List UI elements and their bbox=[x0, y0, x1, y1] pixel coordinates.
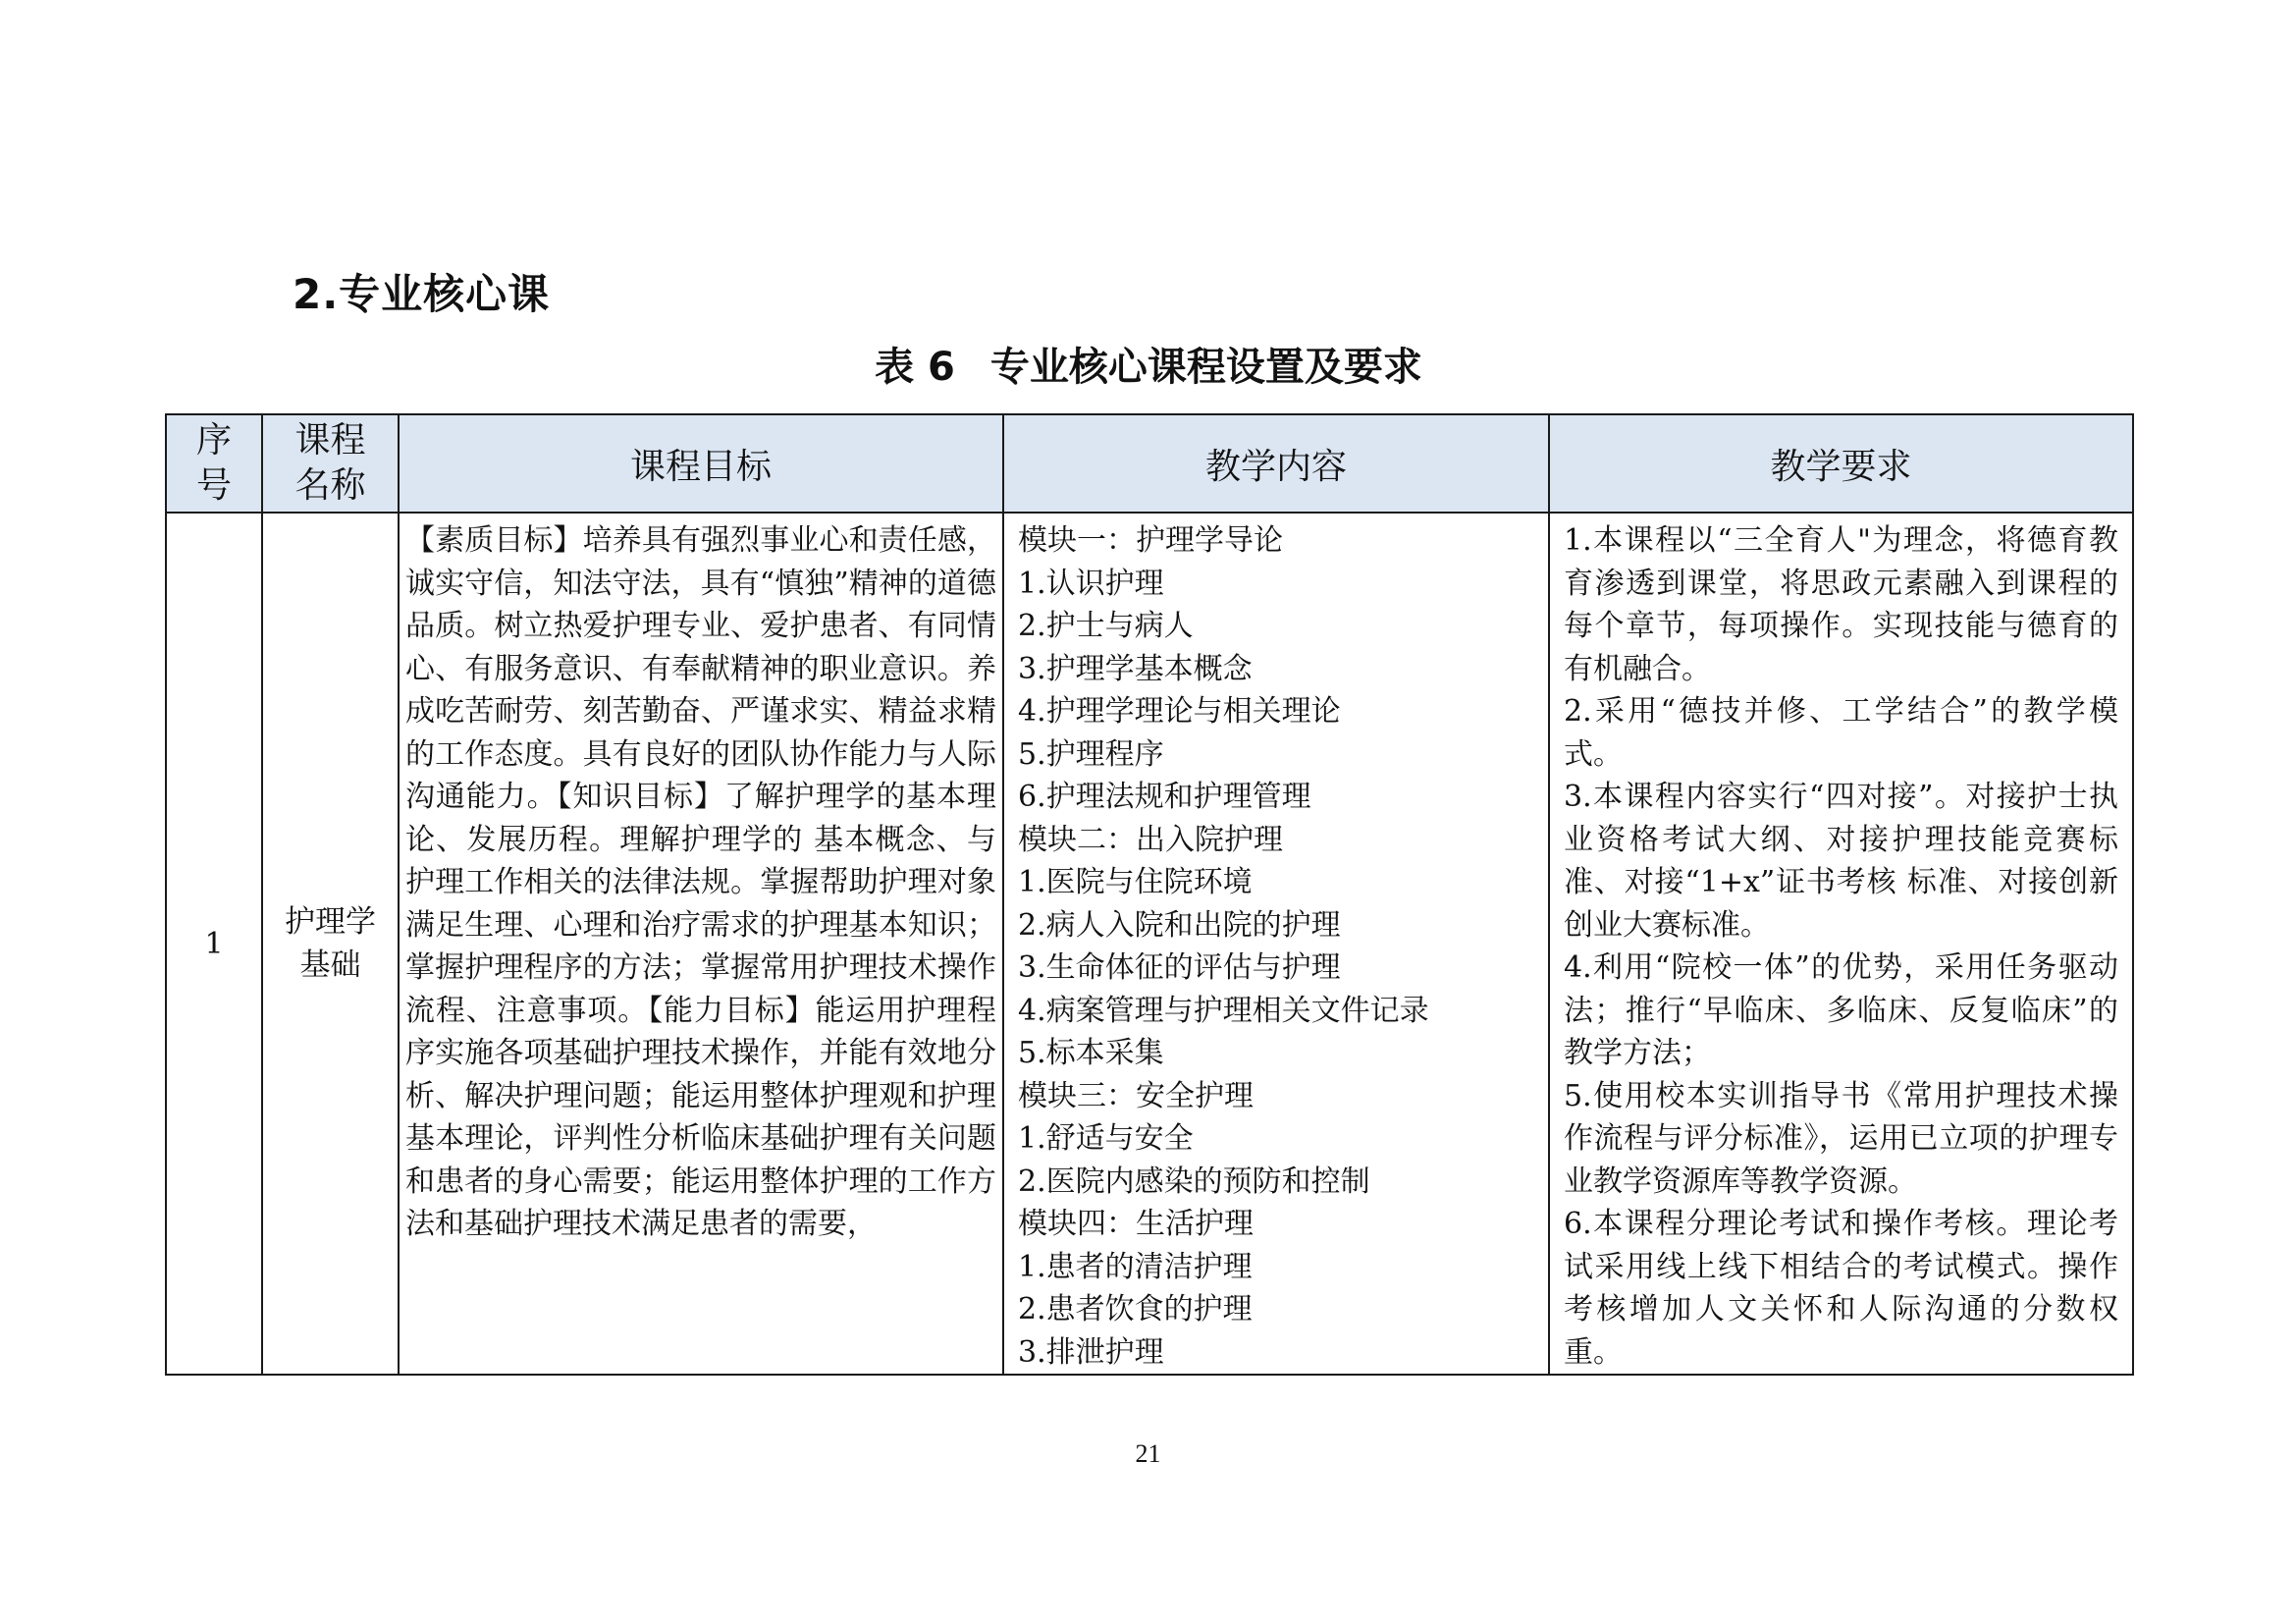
table-caption-title: 专业核心课程设置及要求 bbox=[989, 345, 1422, 390]
content-item: 3.护理学基本概念 bbox=[1018, 651, 1253, 686]
table-caption-label: 表 6 bbox=[875, 345, 955, 390]
row-objectives-text: 【素质目标】培养具有强烈事业心和责任感，诚实守信，知法守法，具有“慎独”精神的道德品质。树立热爱护理专业、爱护患者、有同情心、有服务意识、有奉献精神的职业意识。养成吃苦耐劳、刻苦勤奋、严谨求实、精益求精的工作态度。具有良好的团队协作能力与人际沟通能力。【知识目标】了解护理学的基本理论、发展历程。理解护理学的 基本概念、与护理工作相关的法律法规。掌握帮助护理对象满足生理、心理和治疗需求的护理基本知识；掌握护理程序的方法；掌握常用护理技术操作流程、注意事项。【能力目标】能运用护理程序实施各项基础护理技术操作，并能有效地分析、解决护理问题；能运用整体护理观和护理基本理论，评判性分析临床基础护理有关问题和患者的身心需要；能运用整体护理的工作方法和基础护理技术满足患者的需要， bbox=[405, 523, 996, 1241]
row-requirements-cell bbox=[1549, 513, 2133, 1375]
requirements-list bbox=[1550, 514, 2132, 1374]
row-content-cell bbox=[1003, 513, 1549, 1375]
content-item: 1.患者的清洁护理 bbox=[1018, 1249, 1253, 1284]
table-caption bbox=[165, 339, 2132, 396]
content-item: 模块一：护理学导论 bbox=[1018, 523, 1283, 558]
requirement-item: 3.本课程内容实行“四对接”。对接护士执业资格考试大纲、对接护理技能竞赛标准、对接“1+x”证书考核 标准、对接创新创业大赛标准。 bbox=[1564, 780, 2118, 943]
content-list bbox=[1004, 514, 1548, 1374]
header-seq bbox=[166, 414, 262, 513]
header-content: 教学内容 bbox=[1003, 414, 1549, 513]
row-seq: 1 bbox=[204, 926, 224, 961]
requirement-item: 5.使用校本实训指导书《常用护理技术操作流程与评分标准》，运用已立项的护理专业教学资源库等教学资源。 bbox=[1564, 1078, 2118, 1199]
section-heading: 2.专业核心课 bbox=[293, 270, 551, 318]
content-item: 模块三：安全护理 bbox=[1018, 1078, 1254, 1113]
row-course-name-cell bbox=[262, 513, 399, 1375]
requirement-item: 6.本课程分理论考试和操作考核。理论考试采用线上线下相结合的考试模式。操作考核增加人文关怀和人际沟通的分数权重。 bbox=[1564, 1207, 2118, 1370]
requirement-item: 2.采用“德技并修、工学结合”的教学模式。 bbox=[1564, 694, 2118, 772]
table-header-row bbox=[166, 414, 2133, 513]
core-course-table bbox=[165, 413, 2134, 1376]
content-item: 6.护理法规和护理管理 bbox=[1018, 780, 1311, 814]
row-objectives-cell bbox=[399, 513, 1003, 1375]
content-item: 2.护士与病人 bbox=[1018, 609, 1194, 643]
header-seq-line2: 号 bbox=[195, 465, 232, 506]
header-name-line1: 课程 bbox=[294, 420, 366, 460]
content-item: 4.护理学理论与相关理论 bbox=[1018, 694, 1341, 729]
requirement-item: 4.利用“院校一体”的优势，采用任务驱动法；推行“早临床、多临床、反复临床”的教学方法； bbox=[1564, 950, 2118, 1070]
row-course-name-line1: 护理学 bbox=[285, 904, 376, 940]
content-item: 模块四：生活护理 bbox=[1018, 1207, 1254, 1241]
content-item: 2.患者饮食的护理 bbox=[1018, 1292, 1253, 1326]
header-seq-line1: 序 bbox=[195, 420, 232, 460]
content-item: 3.排泄护理 bbox=[1018, 1334, 1164, 1370]
header-course-name bbox=[262, 414, 399, 513]
row-course-name-line2: 基础 bbox=[299, 947, 361, 983]
content-item: 5.标本采集 bbox=[1018, 1036, 1164, 1070]
content-item: 5.护理程序 bbox=[1018, 736, 1164, 772]
content-item: 1.认识护理 bbox=[1018, 566, 1164, 601]
page-number: 21 bbox=[1135, 1439, 1161, 1468]
table-row bbox=[166, 513, 2133, 1375]
content-item: 1.医院与住院环境 bbox=[1018, 865, 1253, 899]
header-requirements: 教学要求 bbox=[1549, 414, 2133, 513]
content-item: 4.病案管理与护理相关文件记录 bbox=[1018, 993, 1429, 1028]
content-item: 模块二：出入院护理 bbox=[1018, 822, 1283, 857]
header-objectives: 课程目标 bbox=[399, 414, 1003, 513]
header-name-line2: 名称 bbox=[294, 465, 366, 506]
content-item: 2.医院内感染的预防和控制 bbox=[1018, 1164, 1370, 1199]
row-seq-cell bbox=[166, 513, 262, 1375]
content-item: 1.舒适与安全 bbox=[1018, 1121, 1194, 1156]
content-item: 3.生命体征的评估与护理 bbox=[1018, 950, 1341, 985]
content-item: 2.病人入院和出院的护理 bbox=[1018, 907, 1341, 943]
requirement-item: 1.本课程以“三全育人"为理念，将德育教育渗透到课堂，将思政元素融入到课程的每个章节，每项操作。实现技能与德育的有机融合。 bbox=[1564, 523, 2118, 686]
